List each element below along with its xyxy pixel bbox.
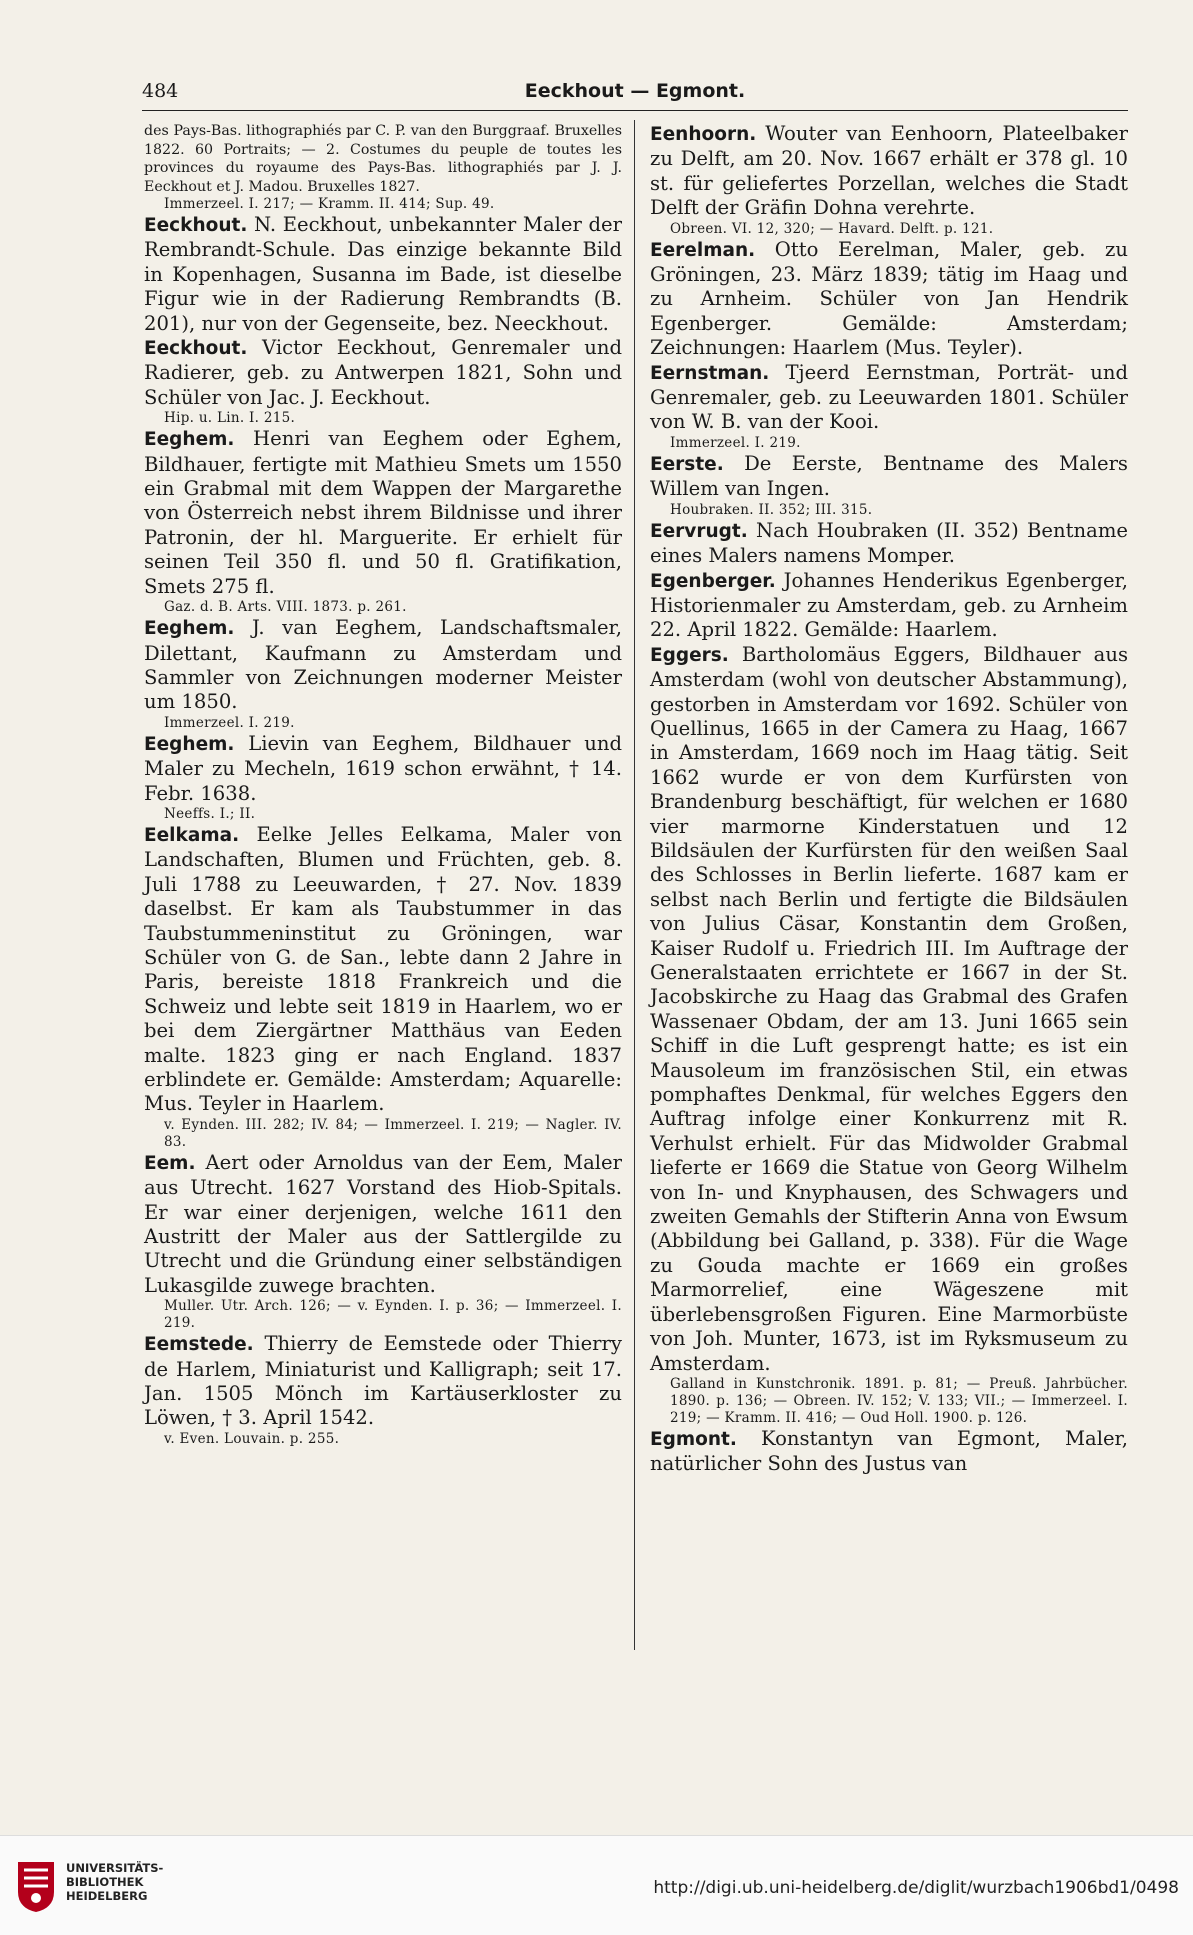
intro-text: des Pays-Bas. lithographiés par C. P. van den Burggraaf. Bruxelles 1822. 60 Portraits; — 2. Costumes du peuple de toutes les provinces du royaume des Pays-Bas. lithographiés par J. J. Eeckhout et J. Madou. Bruxelles 1827.: [144, 123, 622, 195]
source-url-link[interactable]: http://digi.ub.uni-heidelberg.de/diglit/wurzbach1906bd1/0498: [653, 1878, 1179, 1898]
entry: [144, 213, 622, 336]
entry: [650, 1427, 1128, 1477]
entry-name: Eggers.: [650, 644, 729, 666]
entry: [144, 1151, 622, 1298]
entry-name: Eenhoorn.: [650, 124, 757, 145]
reference: Muller. Utr. Arch. 126; — v. Eynden. I. p. 36; — Immerzeel. I. 219.: [164, 1298, 622, 1332]
entry-text: Tjeerd Eernstman, Porträt- und Genremaler, geb. zu Leeuwarden 1801. Schüler von W. B. van der Kooi.: [650, 360, 1128, 434]
entry-name: Eerelman.: [650, 239, 756, 261]
entry: [650, 361, 1128, 435]
entry-name: Eeckhout.: [144, 215, 248, 236]
entry: [144, 336, 622, 410]
right-column: [650, 122, 1128, 1477]
footer-bar: [0, 1835, 1193, 1935]
entry-text: Victor Eeckhout, Genremaler und Radierer, geb. zu Antwerpen 1821, Sohn und Schüler von Jac. J. Eeckhout.: [144, 336, 622, 409]
entry-text: Otto Eerelman, Maler, geb. zu Gröningen, 23. März 1839; tätig im Haag und zu Arnheim. Schüler von Jan Hendrik Egenberger. Gemälde: Amsterdam; Zeichnungen: Haarlem (Mus. Teyler).: [650, 237, 1128, 360]
entry-text: Wouter van Eenhoorn, Plateelbaker zu Delft, am 20. Nov. 1667 erhält er 378 gl. 10 st. für geliefertes Porzellan, welches die Stadt Delft der Gräfin Dohna verehrte.: [650, 122, 1128, 220]
entry: [144, 616, 622, 715]
entry: [650, 643, 1128, 1376]
entry-name: Eem.: [144, 1152, 196, 1174]
entry-name: Eerste.: [650, 453, 724, 475]
entry-name: Eervrugt.: [650, 520, 748, 542]
entry-text: De Eerste, Bentname des Malers Willem van Ingen.: [650, 451, 1128, 501]
entry-name: Eeckhout.: [144, 338, 248, 360]
entry-name: Eelkama.: [144, 824, 240, 846]
page-number: 484: [142, 80, 179, 102]
entry: [650, 519, 1128, 569]
reference: Hip. u. Lin. I. 215.: [164, 410, 296, 427]
entry-name: Egmont.: [650, 1428, 737, 1450]
entry-text: Eelke Jelles Eelkama, Maler von Landschaften, Blumen und Früchten, geb. 8. Juli 1788 zu Leeuwarden, † 27. Nov. 1839 daselbst. Er kam als Taubstummer in das Taubstummeninstitut zu Gröningen, war Schüler von G. de San., lebte dann 2 Jahre in Paris, bereiste 1818 Frankreich und die Schweiz und lebte seit 1819 in Haarlem, wo er bei dem Ziergärtner Matthäus van Eeden malte. 1823 ging er nach England. 1837 erblindete er. Gemälde: Amsterdam; Aquarelle: Mus. Teyler in Haarlem.: [144, 822, 622, 1116]
reference: Obreen. VI. 12, 320; — Havard. Delft. p. 121.: [670, 220, 994, 237]
entry: [144, 427, 622, 599]
entry-text: Johannes Henderikus Egenberger, Historienmaler zu Amsterdam, geb. zu Arnheim 22. April 1822. Gemälde: Haarlem.: [650, 568, 1128, 642]
reference: Gaz. d. B. Arts. VIII. 1873. p. 261.: [164, 599, 407, 616]
entry: [650, 569, 1128, 643]
entry: [144, 823, 622, 1117]
header-rule: [142, 110, 1128, 111]
reference: Neeffs. I.; II.: [164, 805, 256, 822]
entry-text: Konstantyn van Egmont, Maler, natürlicher Sohn des Justus van: [650, 1426, 1128, 1476]
entry-name: Eemstede.: [144, 1334, 254, 1356]
entry-name: Eernstman.: [650, 362, 770, 384]
entry: [144, 732, 622, 806]
entry-name: Egenberger.: [650, 570, 776, 592]
entry-name: Eeghem.: [144, 429, 235, 451]
entry-text: J. van Eeghem, Landschaftsmaler, Dilettant, Kaufmann zu Amsterdam und Sammler von Zeichnungen moderner Meister um 1850.: [144, 616, 622, 714]
column-divider: [634, 120, 635, 1650]
entry: [144, 1332, 622, 1431]
reference: v. Eynden. III. 282; IV. 84; — Immerzeel. I. 219; — Nagler. IV. 83.: [164, 1116, 622, 1150]
university-logo-icon: [14, 1858, 58, 1914]
entry-text: Thierry de Eemstede oder Thierry de Harlem, Miniaturist und Kalligraph; seit 17. Jan. 1505 Mönch im Kartäuserkloster zu Löwen, † 3. April 1542.: [144, 1332, 622, 1430]
entry-text: N. Eeckhout, unbekannter Maler der Rembrandt-Schule. Das einzige bekannte Bild in Kopenhagen, Susanna im Bade, ist dieselbe Figur wie in der Radierung Rembrandts (B. 201), nur von der Gegenseite, bez. Neeckhout.: [144, 213, 622, 335]
reference: Immerzeel. I. 217; — Kramm. II. 414; Sup. 49.: [164, 196, 495, 212]
entry-text: Bartholomäus Eggers, Bildhauer aus Amsterdam (wohl von deutscher Abstammung), gestorben in Amsterdam vor 1692. Schüler von Quellinus, 1665 in der Camera zu Haag, 1667 in Amsterdam, 1669 noch im Haag tätig. Seit 1662 wurde er von dem Kurfürsten von Brandenburg beschäftigt, für welchen er 1680 vier marmorne Kinderstatuen und 12 Bildsäulen der Kurfürsten für den weißen Saal des Schlosses in Berlin lieferte. 1687 kam er selbst nach Berlin und fertigte die Bildsäulen von Julius Cäsar, Konstantin dem Großen, Kaiser Rudolf u. Friedrich III. Im Auftrage der Generalstaaten errichtete er 1667 in der St. Jacobskirche zu Haag das Grabmal des Grafen Wassenaer Obdam, der am 13. Juni 1665 sein Schiff in die Luft gesprengt hatte; es ist ein Mausoleum im französischen Stil, ein etwas pomphaftes Denkmal, für welches Eggers den Auftrag infolge einer Konkurrenz mit R. Verhulst erhielt. Für das Midwolder Grabmal lieferte er 1669 die Statue von Georg Wilhelm von In- und Knyphausen, des Schwagers und zweiten Gemahls der Stifterin Anna von Ewsum (Abbildung bei Galland, p. 338). Für die Wage zu Gouda machte er 1669 ein großes Marmorrelief, eine Wägeszene mit überlebensgroßen Figuren. Eine Marmorbüste von Joh. Munter, 1673, ist im Ryksmuseum zu Amsterdam.: [650, 642, 1128, 1375]
entry-text: Nach Houbraken (II. 352) Bentname eines Malers namens Momper.: [650, 518, 1128, 568]
entry: [650, 452, 1128, 502]
library-name: UNIVERSITÄTS- BIBLIOTHEK HEIDELBERG: [66, 1861, 164, 1903]
reference: Houbraken. II. 352; III. 315.: [670, 501, 873, 518]
entry-text: Lievin van Eeghem, Bildhauer und Maler zu Mecheln, 1619 schon erwähnt, † 14. Febr. 1638.: [144, 731, 622, 805]
reference: Galland in Kunstchronik. 1891. p. 81; — Preuß. Jahrbücher. 1890. p. 136; — Obreen. IV. 152; V. 133; VII.; — Immerzeel. I. 219; — Kramm. II. 416; — Oud Holl. 1900. p. 126.: [670, 1375, 1128, 1426]
page-title: Eeckhout — Egmont.: [524, 80, 746, 102]
entry-name: Eeghem.: [144, 733, 235, 755]
entry-text: Henri van Eeghem oder Eghem, Bildhauer, fertigte mit Mathieu Smets um 1550 ein Grabmal mit dem Wappen der Margarethe von Österreich nebst ihrem Bildnisse und ihrer Patronin, der hl. Marguerite. Er erhielt für seinen Teil 350 fl. und 50 fl. Gratifikation, Smets 275 fl.: [144, 427, 622, 598]
reference: Immerzeel. I. 219.: [164, 714, 295, 731]
entry-text: Aert oder Arnoldus van der Eem, Maler aus Utrecht. 1627 Vorstand des Hiob-Spitals. Er war einer derjenigen, welche 1611 den Austritt der Maler aus der Sattlergilde zu Utrecht und die Gründung einer selbständigen Lukasgilde zuwege brachten.: [144, 1150, 622, 1297]
reference: Immerzeel. I. 219.: [670, 434, 801, 451]
left-column: [144, 122, 622, 1448]
running-head: [142, 80, 1128, 112]
reference: v. Even. Louvain. p. 255.: [164, 1430, 340, 1447]
entry-name: Eeghem.: [144, 618, 235, 640]
entry: [650, 122, 1128, 221]
entry: [650, 238, 1128, 361]
